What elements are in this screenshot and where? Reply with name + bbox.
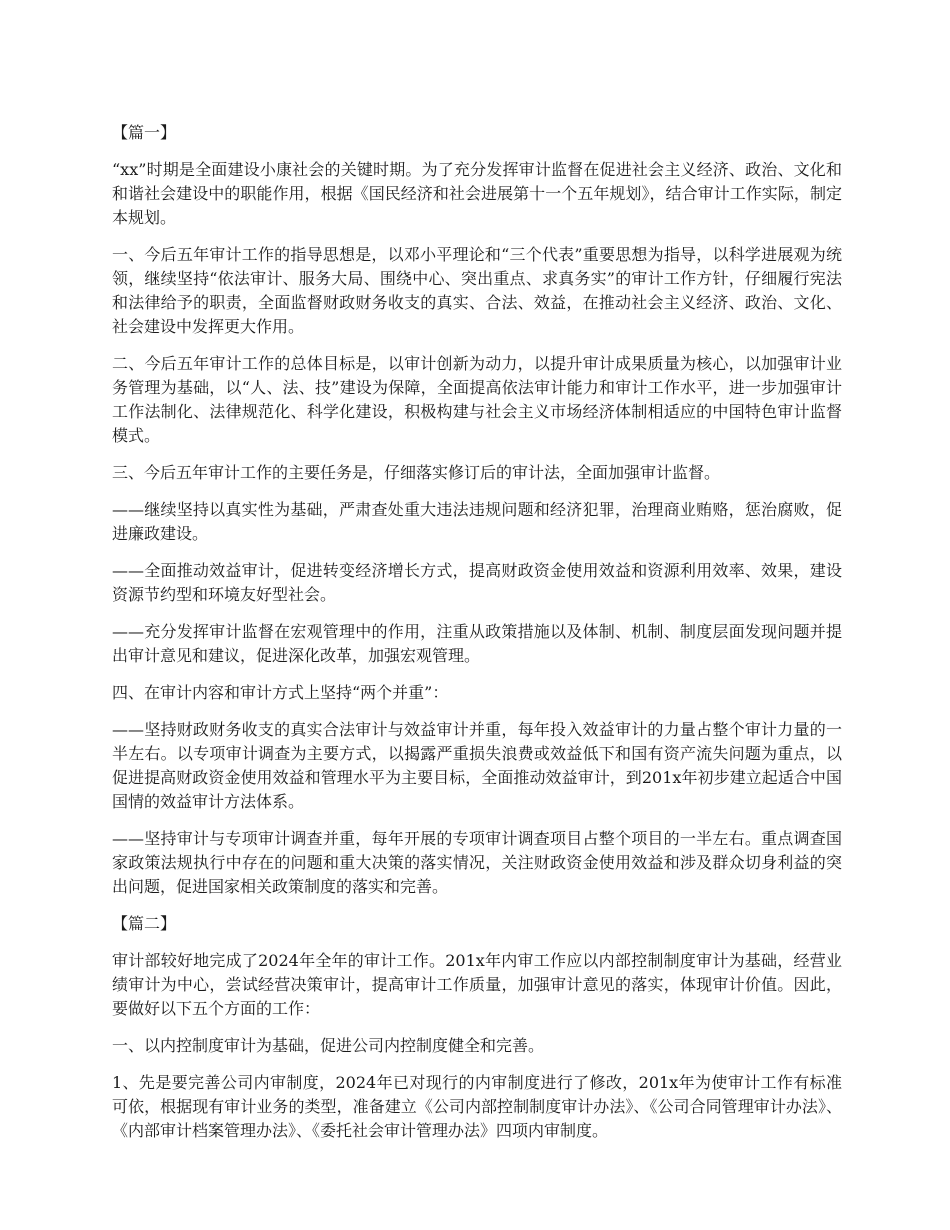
paragraph: ——全面推动效益审计，促进转变经济增长方式，提高财政资金使用效益和资源利用效率、效果，建设资源节约型和环境友好型社会。 — [112, 561, 842, 604]
paragraph: ——继续坚持以真实性为基础，严肃查处重大违法违规问题和经济犯罪，治理商业贿赂，惩治腐败，促进廉政建设。 — [112, 500, 842, 543]
document-page — [112, 121, 842, 1156]
paragraph: ——坚持财政财务收支的真实合法审计与效益审计并重，每年投入效益审计的力量占整个审计力量的一半左右。以专项审计调查为主要方式，以揭露严重损失浪费或效益低下和国有资产流失问题为重点，以促进提高财政资金使用效益和管理水平为主要目标，全面推动效益审计，到201x年初步建立起适合中国国情的效益审计方法体系。 — [112, 720, 842, 811]
paragraph: ——充分发挥审计监督在宏观管理中的作用，注重从政策措施以及体制、机制、制度层面发现问题并提出审计意见和建议，促进深化改革，加强宏观管理。 — [112, 622, 842, 665]
paragraph: 二、今后五年审计工作的总体目标是，以审计创新为动力，以提升审计成果质量为核心，以加强审计业务管理为基础，以“人、法、技”建设为保障，全面提高依法审计能力和审计工作水平，进一步加强审计工作法制化、法律规范化、科学化建设，积极构建与社会主义市场经济体制相适应的中国特色审计监督模式。 — [112, 354, 842, 445]
paragraph: ——坚持审计与专项审计调查并重，每年开展的专项审计调查项目占整个项目的一半左右。重点调查国家政策法规执行中存在的问题和重大决策的落实情况，关注财政资金使用效益和涉及群众切身利益的突出问题，促进国家相关政策制度的落实和完善。 — [112, 829, 842, 896]
paragraph: 一、以内控制度审计为基础，促进公司内控制度健全和完善。 — [112, 1036, 545, 1055]
paragraph: “xx”时期是全面建设小康社会的关键时期。为了充分发挥审计监督在促进社会主义经济、政治、文化和和谐社会建设中的职能作用，根据《国民经济和社会进展第十一个五年规划》，结合审计工作实际，制定本规划。 — [112, 160, 842, 227]
paragraph: 四、在审计内容和审计方式上坚持“两个并重”： — [112, 683, 449, 702]
section-1 — [112, 121, 842, 899]
paragraph: 一、今后五年审计工作的指导思想是，以邓小平理论和“三个代表”重要思想为指导，以科学进展观为统领，继续坚持“依法审计、服务大局、围绕中心、突出重点、求真务实”的审计工作方针，仔细履行宪法和法律给予的职责，全面监督财政财务收支的真实、合法、效益，在推动社会主义经济、政治、文化、社会建设中发挥更大作用。 — [112, 245, 842, 336]
section-heading: 【篇二】 — [112, 914, 177, 933]
paragraph: 审计部较好地完成了2024年全年的审计工作。201x年内审工作应以内部控制制度审计为基础，经营业绩审计为中心，尝试经营决策审计，提高审计工作质量，加强审计意见的落实，体现审计价值。因此，要做好以下五个方面的工作： — [112, 951, 842, 1018]
section-2 — [112, 912, 842, 1143]
paragraph: 三、今后五年审计工作的主要任务是，仔细落实修订后的审计法，全面加强审计监督。 — [112, 463, 721, 482]
paragraph: 1、先是要完善公司内审制度，2024年已对现行的内审制度进行了修改，201x年为使审计工作有标准可依，根据现有审计业务的类型，准备建立《公司内部控制制度审计办法》、《公司合同管理审计办法》、《内部审计档案管理办法》、《委托社会审计管理办法》四项内审制度。 — [112, 1073, 842, 1140]
section-heading: 【篇一】 — [112, 123, 177, 142]
